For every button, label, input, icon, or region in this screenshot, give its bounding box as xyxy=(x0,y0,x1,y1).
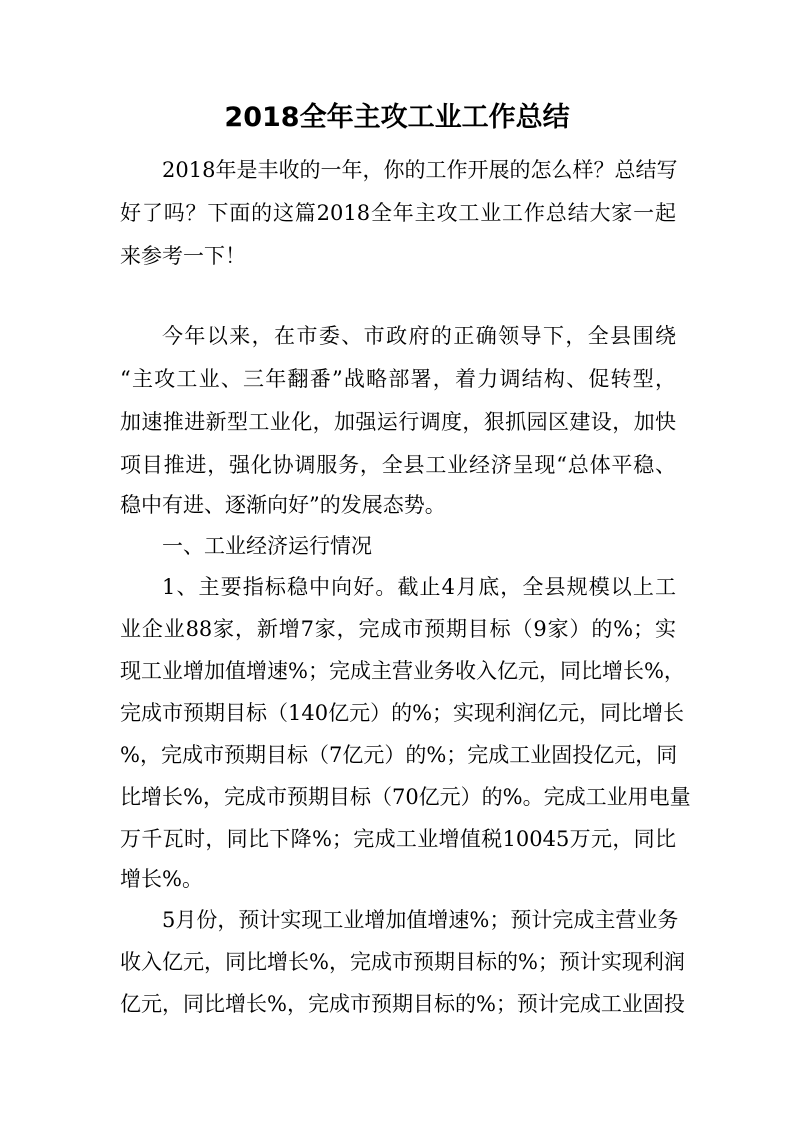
paragraph-line: 5月份，预计实现工业增加值增速%；预计完成主营业务 xyxy=(162,908,679,932)
paragraph-line: 1、主要指标稳中向好。截止4月底，全县规模以上工 xyxy=(162,575,676,599)
paragraph-line: 今年以来，在市委、市政府的正确领导下，全县围绕 xyxy=(162,324,676,348)
paragraph-line: 项目推进，强化协调服务，全县工业经济呈现“总体平稳、 xyxy=(120,453,676,477)
paragraph-line: 现工业增加值增速%；完成主营业务收入亿元，同比增长%， xyxy=(120,659,685,683)
paragraph-line: 比增长%，完成市预期目标（70亿元）的%。完成工业用电量 xyxy=(120,785,691,809)
document-title: 2018全年主攻工业工作总结 xyxy=(224,102,570,133)
paragraph-line: 业企业88家，新增7家，完成市预期目标（9家）的%；实 xyxy=(120,617,676,641)
paragraph-line: 加速推进新型工业化，加强运行调度，狠抓园区建设，加快 xyxy=(120,410,676,434)
paragraph-line: 稳中有进、逐渐向好”的发展态势。 xyxy=(120,493,446,517)
paragraph-line: 增长%。 xyxy=(120,867,203,891)
paragraph-line: 好了吗？下面的这篇2018全年主攻工业工作总结大家一起 xyxy=(120,201,676,225)
paragraph-line: %，完成市预期目标（7亿元）的%；完成工业固投亿元，同 xyxy=(120,743,678,767)
paragraph-line: 万千瓦时，同比下降%；完成工业增值税10045万元，同比 xyxy=(120,827,676,851)
paragraph-line: 2018年是丰收的一年，你的工作开展的怎么样？总结写 xyxy=(162,158,678,182)
paragraph-line: 完成市预期目标（140亿元）的%；实现利润亿元，同比增长 xyxy=(120,701,685,725)
paragraph-line: 收入亿元，同比增长%，完成市预期目标的%；预计实现利润 xyxy=(120,950,685,974)
section-heading: 一、工业经济运行情况 xyxy=(162,534,372,558)
paragraph-line: 亿元，同比增长%，完成市预期目标的%；预计完成工业固投 xyxy=(120,992,685,1016)
paragraph-line: 来参考一下！ xyxy=(120,244,246,268)
paragraph-line: “主攻工业、三年翻番”战略部署，着力调结构、促转型， xyxy=(120,367,676,391)
